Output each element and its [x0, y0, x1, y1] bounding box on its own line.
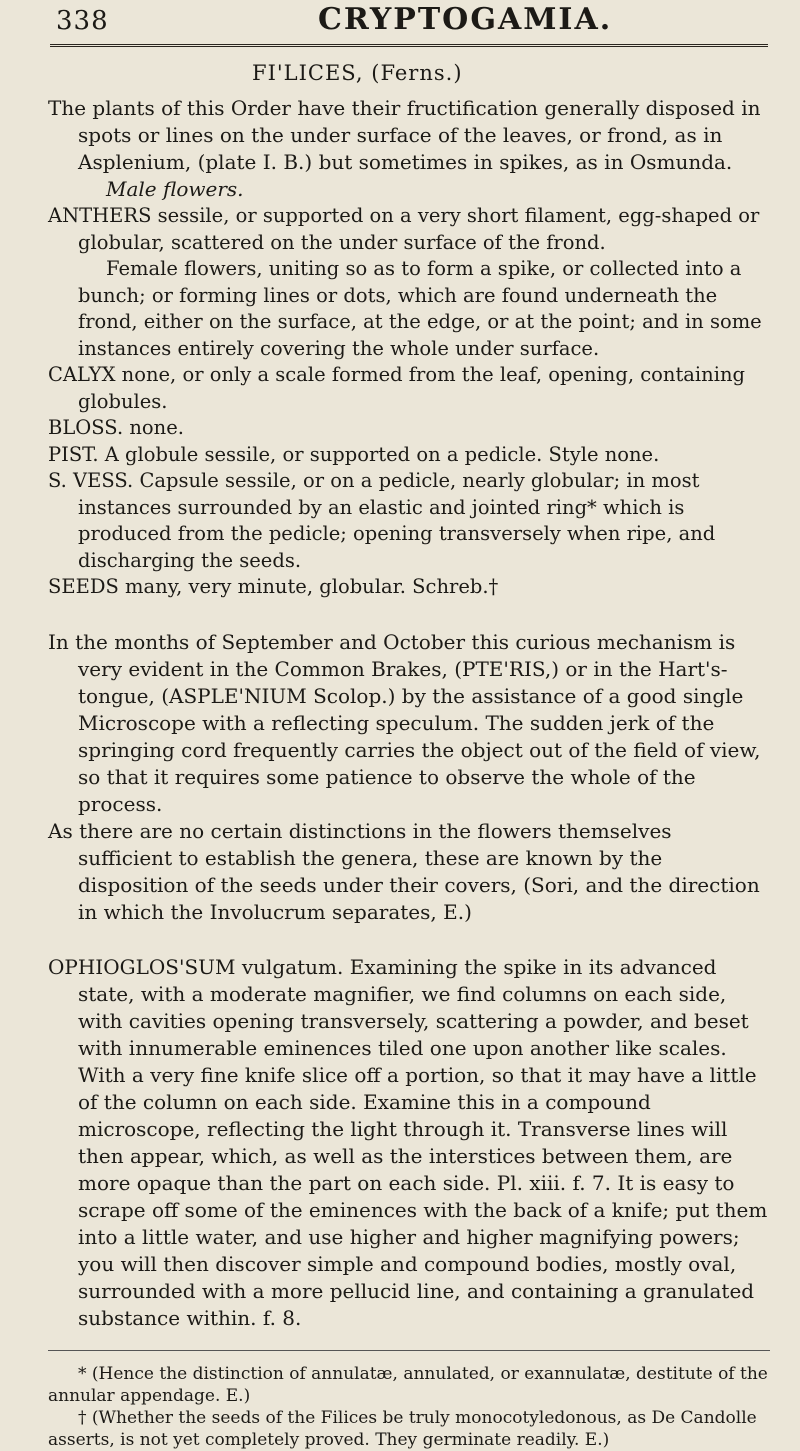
character-calyx: CALYX none, or only a scale formed from the leaf, opening, containing globules.	[48, 363, 745, 413]
male-flowers-heading: Male flowers.	[106, 177, 244, 201]
footnote-seeds: † (Whether the seeds of the Filices be truly monocotyledonous, as De Candolle asserts, is not yet completely proved. They germinate readily. E.)	[48, 1407, 757, 1450]
character-seeds: SEEDS many, very minute, globular. Schreb.†	[48, 575, 499, 598]
intro-paragraph: The plants of this Order have their fructification generally disposed in spots or lines on the under surface of the leaves, or frond, as in Asplenium, (plate I. B.) but sometimes in spikes, as in Osmunda.	[48, 96, 761, 174]
observation-notes	[48, 629, 770, 926]
paragraph-ophioglossum: OPHIOGLOS'SUM vulgatum. Examining the spike in its advanced state, with a moderate magnifier, we find columns on each side, with cavities opening transversely, scattering a powder, and beset with innumerable eminences tiled one upon another like scales. With a very fine knife slice off a portion, so that it may have a little of the column on each side. Examine this in a compound microscope, reflecting the light through it. Transverse lines will then appear, which, as well as the interstices between them, are more opaque than the part on each side. Pl. xiii. f. 7. It is easy to scrape off some of the eminences with the back of a knife; put them into a little water, and use higher and higher magnifying powers; you will then discover simple and compound bodies, mostly oval, surrounded with a more pellucid line, and containing a granulated substance within. f. 8.	[48, 954, 768, 1330]
character-female-flowers: Female flowers, uniting so as to form a spike, or collected into a bunch; or forming lines or dots, which are found underneath the frond, either on the surface, at the edge, or at the point; and in some instances entirely covering the whole under surface.	[78, 257, 762, 360]
character-blossom: BLOSS. none.	[48, 416, 184, 439]
order-description	[48, 95, 770, 601]
spacer	[48, 926, 770, 954]
character-anthers: ANTHERS sessile, or supported on a very short filament, egg-shaped or globular, scattered on the under surface of the frond.	[48, 204, 760, 254]
header-rule	[50, 44, 768, 47]
character-pistil: PIST. A globule sessile, or supported on a pedicle. Style none.	[48, 442, 660, 466]
ophioglossum-section	[48, 954, 770, 1332]
footnotes	[48, 1350, 770, 1451]
page-number: 338	[56, 6, 109, 36]
page-header	[48, 0, 770, 44]
footnote-annulatae: * (Hence the distinction of annulatæ, annulated, or exannulatæ, destitute of the annular appendage. E.)	[48, 1363, 768, 1406]
section-title: FI'LICES, (Ferns.)	[252, 61, 463, 85]
paragraph-mechanism: In the months of September and October this curious mechanism is very evident in the Common Brakes, (PTE'RIS,) or in the Hart's-tongue, (ASPLE'NIUM Scolop.) by the assistance of a good single Microscope with a reflecting speculum. The sudden jerk of the springing cord frequently carries the object out of the field of view, so that it requires some patience to observe the whole of the process.	[48, 629, 761, 816]
paragraph-genera: As there are no certain distinctions in the flowers themselves sufficient to establish the genera, these are known by the disposition of the seeds under their covers, (Sori, and the direction in which the Involucrum separates, E.)	[48, 818, 760, 924]
running-head: CRYPTOGAMIA.	[318, 2, 613, 37]
character-seed-vessel: S. VESS. Capsule sessile, or on a pedicle, nearly globular; in most instances surrounded by an elastic and jointed ring* which is produced from the pedicle; opening transversely when ripe, and discharging the seeds.	[48, 469, 716, 572]
spacer	[48, 601, 770, 629]
